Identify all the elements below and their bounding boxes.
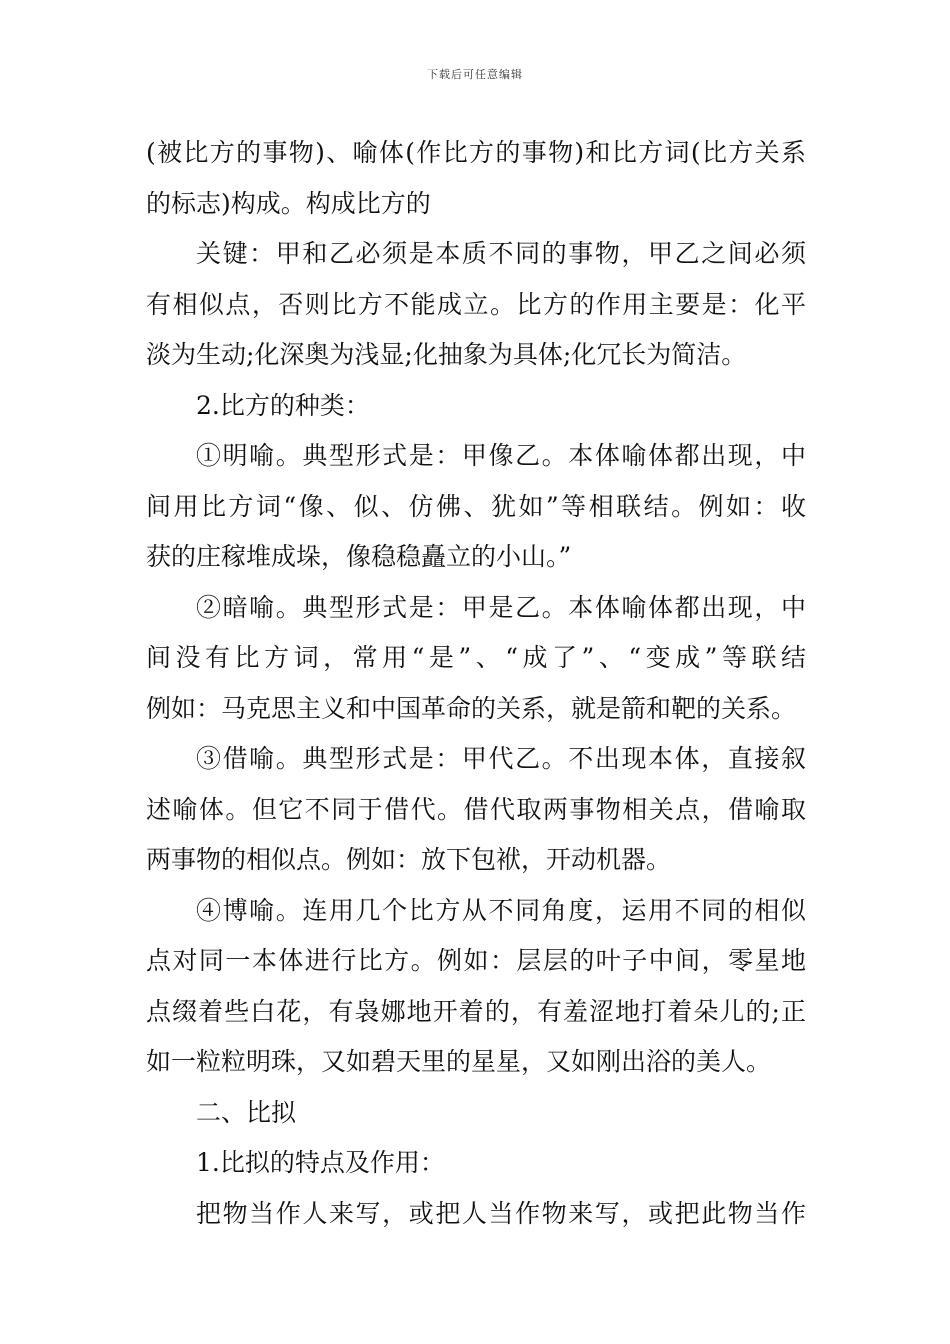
text-line: 的标志)构成。构成比方的 bbox=[146, 188, 431, 218]
text-line: 二、比拟 bbox=[196, 1097, 297, 1127]
text-line: (被比方的事物)、喻体(作比方的事物)和比方词(比方关系 bbox=[146, 138, 806, 167]
document-body bbox=[146, 128, 806, 1239]
text-line: ④博喻。连用几个比方从不同角度，运用不同的相似 bbox=[196, 895, 806, 925]
text-line: ①明喻。典型形式是：甲像乙。本体喻体都出现，中 bbox=[196, 441, 806, 470]
text-line: 2.比方的种类： bbox=[196, 390, 370, 420]
text-line: 两事物的相似点。例如：放下包袱，开动机器。 bbox=[146, 845, 672, 874]
text-line: 淡为生动;化深奥为浅显;化抽象为具体;化冗长为简洁。 bbox=[146, 340, 747, 369]
text-line: 关键：甲和乙必须是本质不同的事物，甲乙之间必须 bbox=[196, 239, 806, 268]
text-line: 述喻体。但它不同于借代。借代取两事物相关点，借喻取 bbox=[146, 794, 806, 824]
text-line: 获的庄稼堆成垛，像稳稳矗立的小山。” bbox=[146, 542, 572, 571]
text-line: 有相似点，否则比方不能成立。比方的作用主要是：化平 bbox=[146, 289, 806, 319]
text-line: 1.比拟的特点及作用： bbox=[196, 1148, 445, 1177]
text-line: 点缀着些白花，有袅娜地开着的，有羞涩地打着朵儿的;正 bbox=[146, 996, 806, 1026]
text-line: 例如：马克思主义和中国革命的关系，就是箭和靶的关系。 bbox=[146, 693, 797, 723]
text-line: ②暗喻。典型形式是：甲是乙。本体喻体都出现，中 bbox=[196, 592, 806, 622]
text-line: ③借喻。典型形式是：甲代乙。不出现本体，直接叙 bbox=[196, 744, 806, 773]
text-line: 如一粒粒明珠，又如碧天里的星星，又如刚出浴的美人。 bbox=[146, 1047, 772, 1076]
text-line: 间没有比方词，常用“是”、“成了”、“变成”等联结 bbox=[146, 643, 806, 672]
page-header: 下载后可任意编辑 bbox=[427, 68, 523, 81]
text-line: 间用比方词“像、似、仿佛、犹如”等相联结。例如：收 bbox=[146, 491, 806, 521]
text-line: 点对同一本体进行比方。例如：层层的叶子中间，零星地 bbox=[146, 946, 806, 975]
text-line: 把物当作人来写，或把人当作物来写，或把此物当作 bbox=[196, 1198, 806, 1228]
